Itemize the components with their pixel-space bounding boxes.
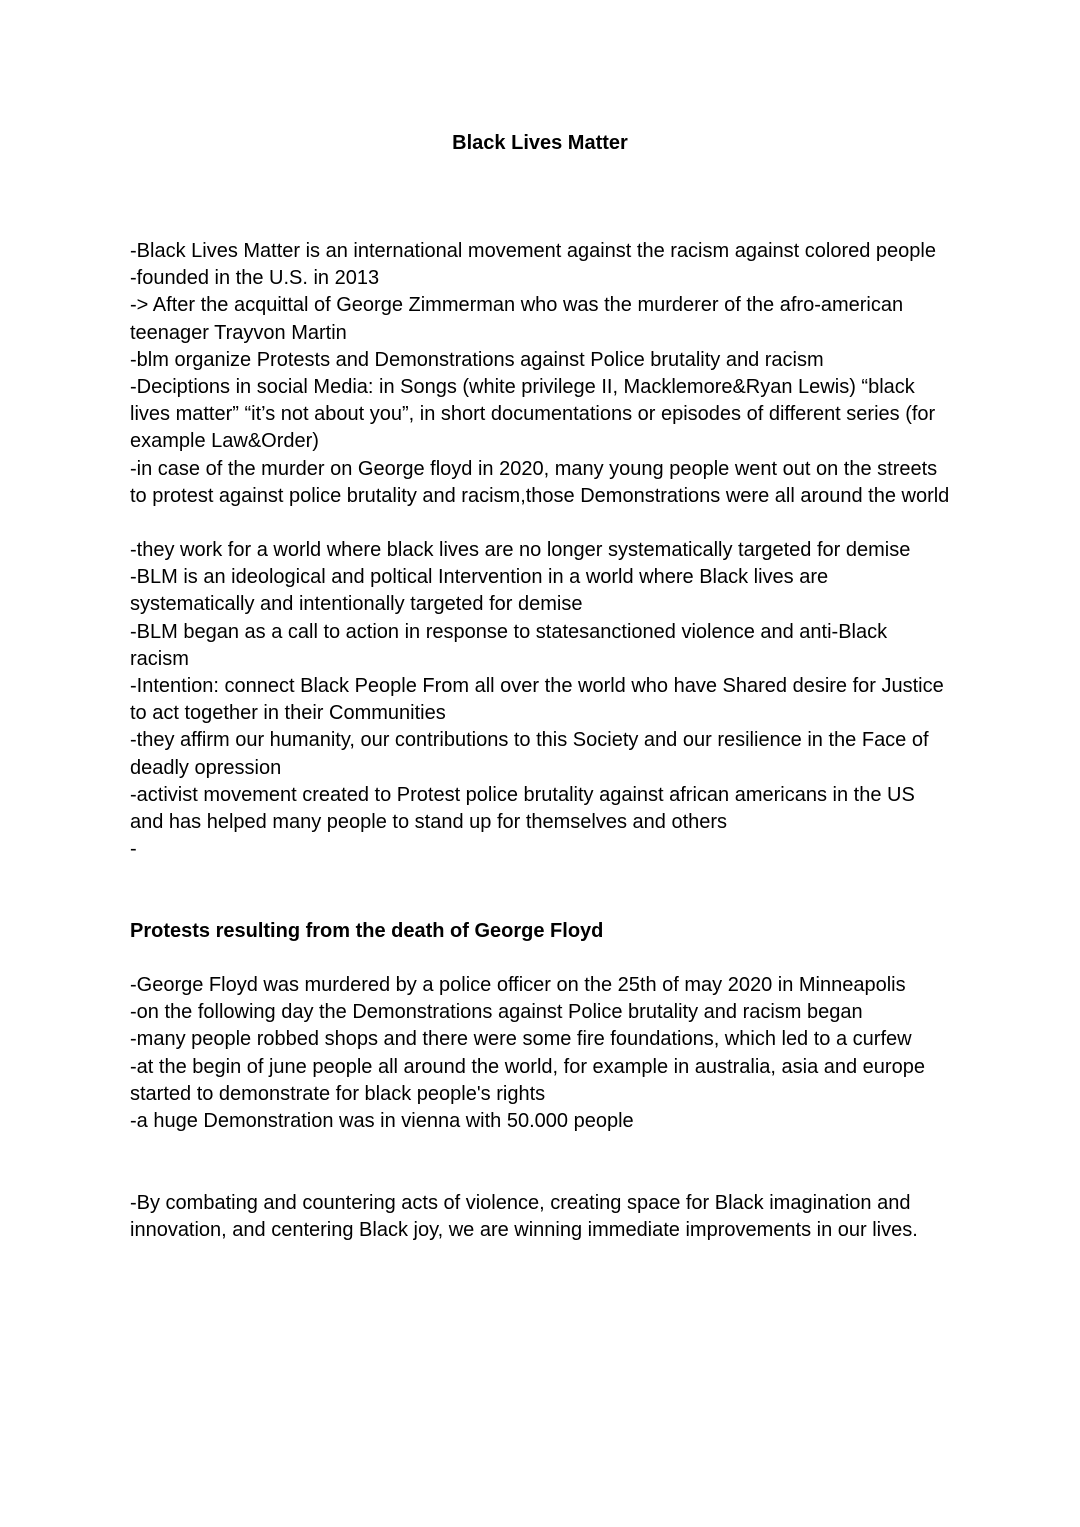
text-line: systematically and intentionally targeted for demise	[130, 593, 583, 616]
text-line: lives matter” “it’s not about you”, in short documentations or episodes of different series (for	[130, 403, 936, 426]
text-line: -	[130, 838, 137, 861]
text-line: innovation, and centering Black joy, we are winning immediate improvements in our lives.	[130, 1219, 918, 1242]
text-line: -Deciptions in social Media: in Songs (white privilege II, Macklemore&Ryan Lewis) “black	[130, 376, 915, 399]
text-line: example Law&Order)	[130, 430, 319, 453]
text-line: racism	[130, 647, 189, 670]
text-line: -on the following day the Demonstrations against Police brutality and racism began	[130, 1001, 863, 1024]
text-line: -BLM is an ideological and poltical Intervention in a world where Black lives are	[130, 566, 829, 589]
mission-paragraph	[130, 537, 960, 863]
text-line: -blm organize Protests and Demonstrations against Police brutality and racism	[130, 348, 824, 371]
text-line: -founded in the U.S. in 2013	[130, 267, 380, 290]
text-line: deadly opression	[130, 756, 282, 779]
text-line: -> After the acquittal of George Zimmerman who was the murderer of the afro-american	[130, 294, 904, 317]
text-line: started to demonstrate for black people's rights	[130, 1082, 546, 1105]
text-line: -BLM began as a call to action in response to statesanctioned violence and anti-Black	[130, 620, 888, 643]
text-line: -they affirm our humanity, our contributions to this Society and our resilience in the Face of	[130, 729, 929, 752]
protest-paragraph	[130, 972, 960, 1135]
text-line: -George Floyd was murdered by a police officer on the 25th of may 2020 in Minneapolis	[130, 974, 906, 996]
text-line: -in case of the murder on George floyd in 2020, many young people went out on the streets	[130, 457, 938, 480]
closing-paragraph	[130, 1190, 960, 1244]
text-line: and has helped many people to stand up for themselves and others	[130, 811, 728, 834]
text-line: to act together in their Communities	[130, 702, 446, 725]
text-line: -they work for a world where black lives are no longer systematically targeted for demise	[130, 539, 911, 561]
text-line: -Intention: connect Black People From all over the world who have Shared desire for Justice	[130, 675, 944, 698]
intro-paragraph	[130, 238, 960, 510]
text-line: -Black Lives Matter is an international movement against the racism against colored people	[130, 240, 936, 262]
text-line: -many people robbed shops and there were some fire foundations, which led to a curfew	[130, 1028, 912, 1051]
text-line: -activist movement created to Protest police brutality against african americans in the US	[130, 783, 915, 806]
document-title: Black Lives Matter	[452, 132, 628, 154]
section-heading: Protests resulting from the death of George Floyd	[130, 920, 604, 942]
text-line: to protest against police brutality and racism,those Demonstrations were all around the world	[130, 484, 950, 507]
text-line: teenager Trayvon Martin	[130, 321, 347, 344]
text-line: -By combating and countering acts of violence, creating space for Black imagination and	[130, 1192, 911, 1214]
text-line: -at the begin of june people all around the world, for example in australia, asia and europe	[130, 1055, 925, 1078]
text-line: -a huge Demonstration was in vienna with 50.000 people	[130, 1110, 634, 1133]
